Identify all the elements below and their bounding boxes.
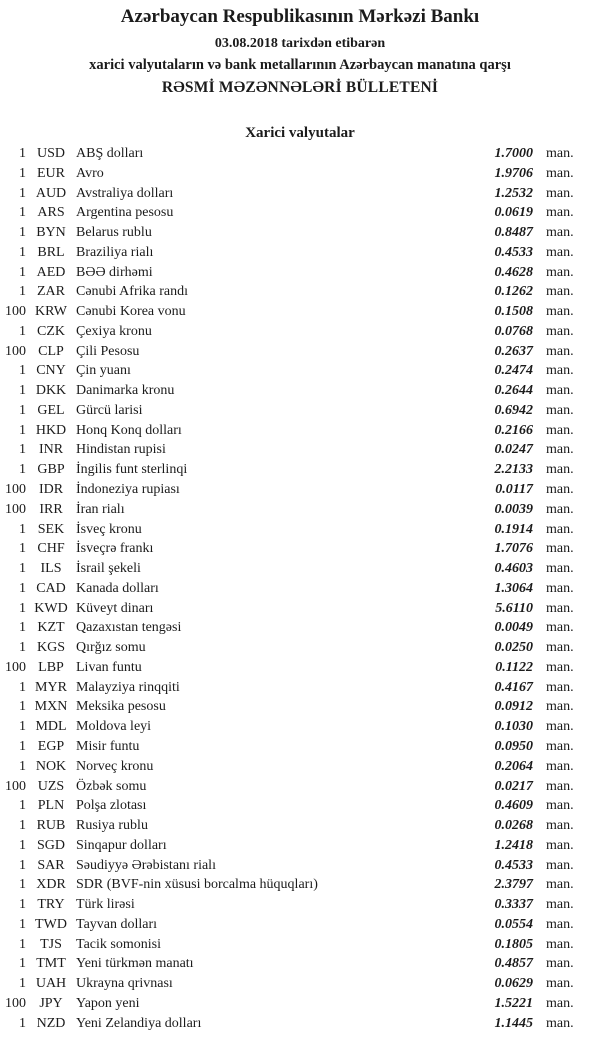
currency-row — [0, 895, 600, 915]
quantity-value: 1 — [19, 383, 26, 399]
rate-value: 0.2474 — [494, 363, 533, 379]
rate-value: 1.9706 — [494, 165, 533, 181]
rate-value: 0.2064 — [494, 758, 533, 774]
currency-row — [0, 717, 600, 737]
currency-row — [0, 579, 600, 599]
unit-label: man. — [546, 877, 574, 893]
currency-row — [0, 480, 600, 500]
quantity-value: 1 — [19, 264, 26, 280]
effective-date: 03.08.2018 tarixdən etibarən — [214, 36, 386, 51]
currency-code: CAD — [36, 580, 66, 596]
quantity-value: 1 — [19, 323, 26, 339]
rate-value: 0.0217 — [494, 778, 533, 794]
currency-name: Polşa zlotası — [76, 798, 147, 814]
unit-label: man. — [546, 956, 574, 972]
rate-value: 0.2637 — [494, 343, 533, 359]
quantity-value: 1 — [19, 877, 26, 893]
unit-label: man. — [546, 818, 574, 834]
currency-code: MXN — [34, 699, 68, 715]
currency-row — [0, 678, 600, 698]
quantity-value: 1 — [19, 956, 26, 972]
currency-code: XDR — [36, 877, 66, 893]
rate-value: 2.2133 — [494, 462, 533, 478]
currency-name: SDR (BVF-nin xüsusi borcalma hüquqları) — [76, 877, 318, 893]
currency-row — [0, 658, 600, 678]
unit-label: man. — [546, 422, 574, 438]
currency-code: RUB — [36, 818, 66, 834]
unit-label: man. — [546, 936, 574, 952]
rate-value: 0.1030 — [494, 719, 533, 735]
currency-code: MDL — [35, 719, 67, 735]
unit-label: man. — [546, 738, 574, 754]
currency-code: TMT — [36, 956, 66, 972]
unit-label: man. — [546, 758, 574, 774]
currency-code: KZT — [37, 620, 65, 636]
unit-label: man. — [546, 659, 574, 675]
rate-value: 0.2166 — [494, 422, 533, 438]
currency-code: TRY — [37, 897, 65, 913]
unit-label: man. — [546, 146, 574, 161]
unit-label: man. — [546, 363, 574, 379]
currency-row — [0, 777, 600, 797]
quantity-value: 1 — [19, 818, 26, 834]
currency-row — [0, 243, 600, 263]
quantity-value: 1 — [19, 897, 26, 913]
unit-label: man. — [546, 185, 574, 201]
rate-value: 1.1445 — [494, 1015, 533, 1031]
quantity-value: 1 — [19, 284, 26, 300]
quantity-value: 100 — [5, 995, 26, 1011]
currency-row — [0, 559, 600, 579]
quantity-value: 1 — [19, 936, 26, 952]
rate-value: 1.2418 — [494, 837, 533, 853]
currency-name: İsveç kronu — [76, 521, 142, 537]
unit-label: man. — [546, 225, 574, 241]
quantity-value: 1 — [19, 521, 26, 537]
quantity-value: 1 — [19, 561, 26, 577]
rate-value: 0.1914 — [494, 521, 533, 537]
rate-value: 0.6942 — [494, 402, 533, 418]
currency-name: Çili Pesosu — [76, 343, 140, 359]
rate-value: 0.4609 — [494, 798, 533, 814]
currency-code: LBP — [38, 659, 64, 675]
currency-row — [0, 915, 600, 935]
currency-row — [0, 401, 600, 421]
currency-name: Tayvan dolları — [76, 916, 158, 932]
bulletin-subtitle: xarici valyutaların və bank metallarının Azərbaycan manatına qarşı — [89, 57, 511, 73]
unit-label: man. — [546, 402, 574, 418]
currency-code: INR — [38, 442, 64, 458]
quantity-value: 1 — [19, 719, 26, 735]
currency-row — [0, 618, 600, 638]
currency-name: İsveçrə frankı — [76, 541, 154, 557]
quantity-value: 1 — [19, 541, 26, 557]
quantity-value: 1 — [19, 758, 26, 774]
quantity-value: 1 — [19, 798, 26, 814]
unit-label: man. — [546, 580, 574, 596]
currency-row — [0, 875, 600, 895]
currency-name: Sinqapur dolları — [76, 837, 167, 853]
currency-row — [0, 203, 600, 223]
currency-row — [0, 757, 600, 777]
rate-value: 0.4857 — [494, 956, 533, 972]
quantity-value: 1 — [19, 976, 26, 992]
currency-name: Argentina pesosu — [76, 205, 174, 221]
currency-name: Gürcü larisi — [76, 402, 143, 418]
quantity-value: 1 — [19, 640, 26, 656]
unit-label: man. — [546, 976, 574, 992]
rate-value: 0.0629 — [494, 976, 533, 992]
rate-value: 0.4167 — [494, 679, 533, 695]
currency-name: Yapon yeni — [76, 995, 140, 1011]
unit-label: man. — [546, 699, 574, 715]
currency-code: UAH — [35, 976, 67, 992]
quantity-value: 1 — [19, 462, 26, 478]
unit-label: man. — [546, 442, 574, 458]
rate-value: 0.4603 — [494, 561, 533, 577]
quantity-value: 1 — [19, 205, 26, 221]
currency-row — [0, 302, 600, 322]
currency-row — [0, 342, 600, 362]
currency-row — [0, 539, 600, 559]
currency-name: Səudiyyə Ərəbistanı rialı — [76, 857, 216, 873]
unit-label: man. — [546, 995, 574, 1011]
currency-name: Cənubi Korea vonu — [76, 304, 186, 320]
unit-label: man. — [546, 541, 574, 557]
currency-name: Meksika pesosu — [76, 699, 166, 715]
rate-value: 2.3797 — [494, 877, 533, 893]
currency-code: KRW — [35, 304, 67, 320]
rate-value: 0.0049 — [494, 620, 533, 636]
quantity-value: 100 — [5, 343, 26, 359]
rate-value: 0.0247 — [494, 442, 533, 458]
rate-value: 0.0250 — [494, 640, 533, 656]
unit-label: man. — [546, 778, 574, 794]
currency-code: GBP — [37, 462, 65, 478]
rate-value: 0.0950 — [494, 738, 533, 754]
currency-row — [0, 836, 600, 856]
quantity-value: 1 — [19, 146, 26, 161]
unit-label: man. — [546, 205, 574, 221]
currency-name: Qırğız somu — [76, 640, 146, 656]
currency-name: Çexiya kronu — [76, 323, 152, 339]
rate-value: 0.0039 — [494, 501, 533, 517]
rate-value: 0.1122 — [495, 659, 533, 675]
unit-label: man. — [546, 501, 574, 517]
unit-label: man. — [546, 561, 574, 577]
rate-value: 0.4533 — [494, 244, 533, 260]
currency-code: GEL — [37, 402, 65, 418]
currency-code: CZK — [37, 323, 65, 339]
bulletin-header — [0, 0, 600, 97]
rate-value: 0.4533 — [494, 857, 533, 873]
currency-code: ZAR — [37, 284, 65, 300]
bulletin-title: RƏSMİ MƏZƏNNƏLƏRİ BÜLLETENİ — [161, 79, 439, 96]
unit-label: man. — [546, 343, 574, 359]
rate-value: 1.5221 — [494, 995, 533, 1011]
currency-name: ABŞ dolları — [76, 146, 144, 161]
unit-label: man. — [546, 383, 574, 399]
currency-name: Ukrayna qrivnası — [76, 976, 173, 992]
currency-name: Özbək somu — [76, 778, 147, 794]
currency-name: İndoneziya rupiası — [76, 482, 180, 498]
currency-code: PLN — [37, 798, 65, 814]
rate-value: 0.1262 — [494, 284, 533, 300]
currency-code: NOK — [35, 758, 67, 774]
rate-value: 0.2644 — [494, 383, 533, 399]
currency-row — [0, 974, 600, 994]
currency-name: Kanada dolları — [76, 580, 159, 596]
quantity-value: 1 — [19, 857, 26, 873]
quantity-value: 1 — [19, 363, 26, 379]
unit-label: man. — [546, 521, 574, 537]
rate-value: 0.3337 — [494, 897, 533, 913]
currency-code: SGD — [36, 837, 65, 853]
currency-row — [0, 263, 600, 283]
unit-label: man. — [546, 837, 574, 853]
currency-name: Çin yuanı — [76, 363, 131, 379]
currency-code: EUR — [37, 165, 65, 181]
currency-code: SEK — [37, 521, 65, 537]
currency-row — [0, 500, 600, 520]
rate-value: 0.0619 — [494, 205, 533, 221]
currency-name: Yeni Zelandiya dolları — [76, 1015, 202, 1031]
currency-code: CNY — [36, 363, 66, 379]
unit-label: man. — [546, 165, 574, 181]
currency-code: AUD — [35, 185, 67, 201]
currency-row — [0, 282, 600, 302]
currency-code: ILS — [40, 561, 62, 577]
quantity-value: 1 — [19, 916, 26, 932]
rate-value: 0.1508 — [494, 304, 533, 320]
quantity-value: 1 — [19, 1015, 26, 1031]
currency-row — [0, 223, 600, 243]
currency-row — [0, 737, 600, 757]
currency-name: İran rialı — [76, 501, 125, 517]
currency-code: USD — [36, 146, 65, 161]
currency-name: Cənubi Afrika randı — [76, 284, 188, 300]
currency-code: AED — [36, 264, 66, 280]
unit-label: man. — [546, 798, 574, 814]
currency-row — [0, 796, 600, 816]
quantity-value: 100 — [5, 659, 26, 675]
currency-code: IRR — [39, 501, 63, 517]
currency-name: Avro — [76, 165, 104, 181]
currency-row — [0, 1014, 600, 1034]
quantity-value: 1 — [19, 600, 26, 616]
unit-label: man. — [546, 482, 574, 498]
currency-row — [0, 421, 600, 441]
currency-row — [0, 520, 600, 540]
currency-code: KGS — [36, 640, 65, 656]
currency-row — [0, 599, 600, 619]
currency-name: Danimarka kronu — [76, 383, 175, 399]
currency-row — [0, 361, 600, 381]
currency-code: CLP — [38, 343, 64, 359]
currency-code: TWD — [35, 916, 67, 932]
currency-code: HKD — [35, 422, 67, 438]
currency-row — [0, 638, 600, 658]
currency-code: NZD — [36, 1015, 66, 1031]
currency-name: Livan funtu — [76, 659, 142, 675]
currency-row — [0, 935, 600, 955]
currency-name: Hindistan rupisi — [76, 442, 166, 458]
unit-label: man. — [546, 620, 574, 636]
currency-code: CHF — [37, 541, 65, 557]
currency-name: Norveç kronu — [76, 758, 154, 774]
rate-value: 0.4628 — [494, 264, 533, 280]
currency-row — [0, 816, 600, 836]
rate-value: 0.0554 — [494, 916, 533, 932]
rate-value: 1.3064 — [494, 580, 533, 596]
quantity-value: 1 — [19, 402, 26, 418]
currency-code: KWD — [34, 600, 68, 616]
currency-row — [0, 144, 600, 164]
currency-code: UZS — [37, 778, 65, 794]
currency-row — [0, 856, 600, 876]
rate-value: 0.0768 — [494, 323, 533, 339]
unit-label: man. — [546, 323, 574, 339]
quantity-value: 1 — [19, 422, 26, 438]
rate-value: 5.6110 — [495, 600, 533, 616]
quantity-value: 1 — [19, 580, 26, 596]
quantity-value: 100 — [5, 501, 26, 517]
currency-name: Rusiya rublu — [76, 818, 148, 834]
unit-label: man. — [546, 304, 574, 320]
rate-value: 1.7000 — [494, 146, 533, 161]
currency-name: Braziliya rialı — [76, 244, 154, 260]
currency-code: BRL — [37, 244, 65, 260]
quantity-value: 1 — [19, 738, 26, 754]
currency-name: Türk lirəsi — [76, 897, 135, 913]
currency-row — [0, 994, 600, 1014]
rate-value: 0.0912 — [494, 699, 533, 715]
quantity-value: 1 — [19, 679, 26, 695]
quantity-value: 1 — [19, 442, 26, 458]
currency-name: Qazaxıstan tengəsi — [76, 620, 182, 636]
currency-name: Misir funtu — [76, 738, 140, 754]
quantity-value: 1 — [19, 165, 26, 181]
quantity-value: 1 — [19, 185, 26, 201]
quantity-value: 1 — [19, 244, 26, 260]
unit-label: man. — [546, 679, 574, 695]
currency-name: BƏƏ dirhəmi — [76, 264, 153, 280]
quantity-value: 1 — [19, 837, 26, 853]
unit-label: man. — [546, 1015, 574, 1031]
currency-code: DKK — [35, 383, 67, 399]
currency-code: BYN — [36, 225, 66, 241]
quantity-value: 100 — [5, 778, 26, 794]
rate-value: 0.8487 — [494, 225, 533, 241]
quantity-value: 100 — [5, 482, 26, 498]
unit-label: man. — [546, 264, 574, 280]
currency-name: Yeni türkmən manatı — [76, 956, 194, 972]
unit-label: man. — [546, 462, 574, 478]
bank-name-title: Azərbaycan Respublikasının Mərkəzi Bankı — [120, 6, 480, 27]
currency-code: EGP — [37, 738, 65, 754]
unit-label: man. — [546, 244, 574, 260]
currency-row — [0, 697, 600, 717]
section-title-foreign-currencies: Xarici valyutalar — [245, 125, 355, 141]
rate-value: 0.1805 — [494, 936, 533, 952]
currency-name: Küveyt dinarı — [76, 600, 154, 616]
currency-name: İngilis funt sterlinqi — [76, 462, 188, 478]
rate-value: 0.0117 — [495, 482, 533, 498]
rate-value: 1.7076 — [494, 541, 533, 557]
unit-label: man. — [546, 916, 574, 932]
unit-label: man. — [546, 600, 574, 616]
currency-code: JPY — [39, 995, 63, 1011]
rate-value: 0.0268 — [494, 818, 533, 834]
currency-row — [0, 954, 600, 974]
currency-name: Tacik somonisi — [76, 936, 161, 952]
quantity-value: 1 — [19, 620, 26, 636]
unit-label: man. — [546, 284, 574, 300]
currency-name: Avstraliya dolları — [76, 185, 174, 201]
quantity-value: 1 — [19, 225, 26, 241]
rate-value: 1.2532 — [494, 185, 533, 201]
unit-label: man. — [546, 857, 574, 873]
currency-code: MYR — [35, 679, 67, 695]
currency-row — [0, 440, 600, 460]
currency-code: ARS — [37, 205, 65, 221]
currency-code: SAR — [37, 857, 65, 873]
currency-name: Moldova leyi — [76, 719, 152, 735]
unit-label: man. — [546, 897, 574, 913]
quantity-value: 1 — [19, 699, 26, 715]
currency-row — [0, 184, 600, 204]
currency-code: TJS — [40, 936, 62, 952]
unit-label: man. — [546, 719, 574, 735]
currency-row — [0, 322, 600, 342]
currency-name: Malayziya rinqqiti — [76, 679, 180, 695]
currency-row — [0, 381, 600, 401]
currency-code: IDR — [38, 482, 64, 498]
quantity-value: 100 — [5, 304, 26, 320]
currency-name: Belarus rublu — [76, 225, 152, 241]
unit-label: man. — [546, 640, 574, 656]
currency-row — [0, 460, 600, 480]
currency-name: Honq Konq dolları — [76, 422, 182, 438]
currency-name: İsrail şekeli — [76, 561, 141, 577]
exchange-rate-table — [0, 144, 600, 1033]
currency-row — [0, 164, 600, 184]
